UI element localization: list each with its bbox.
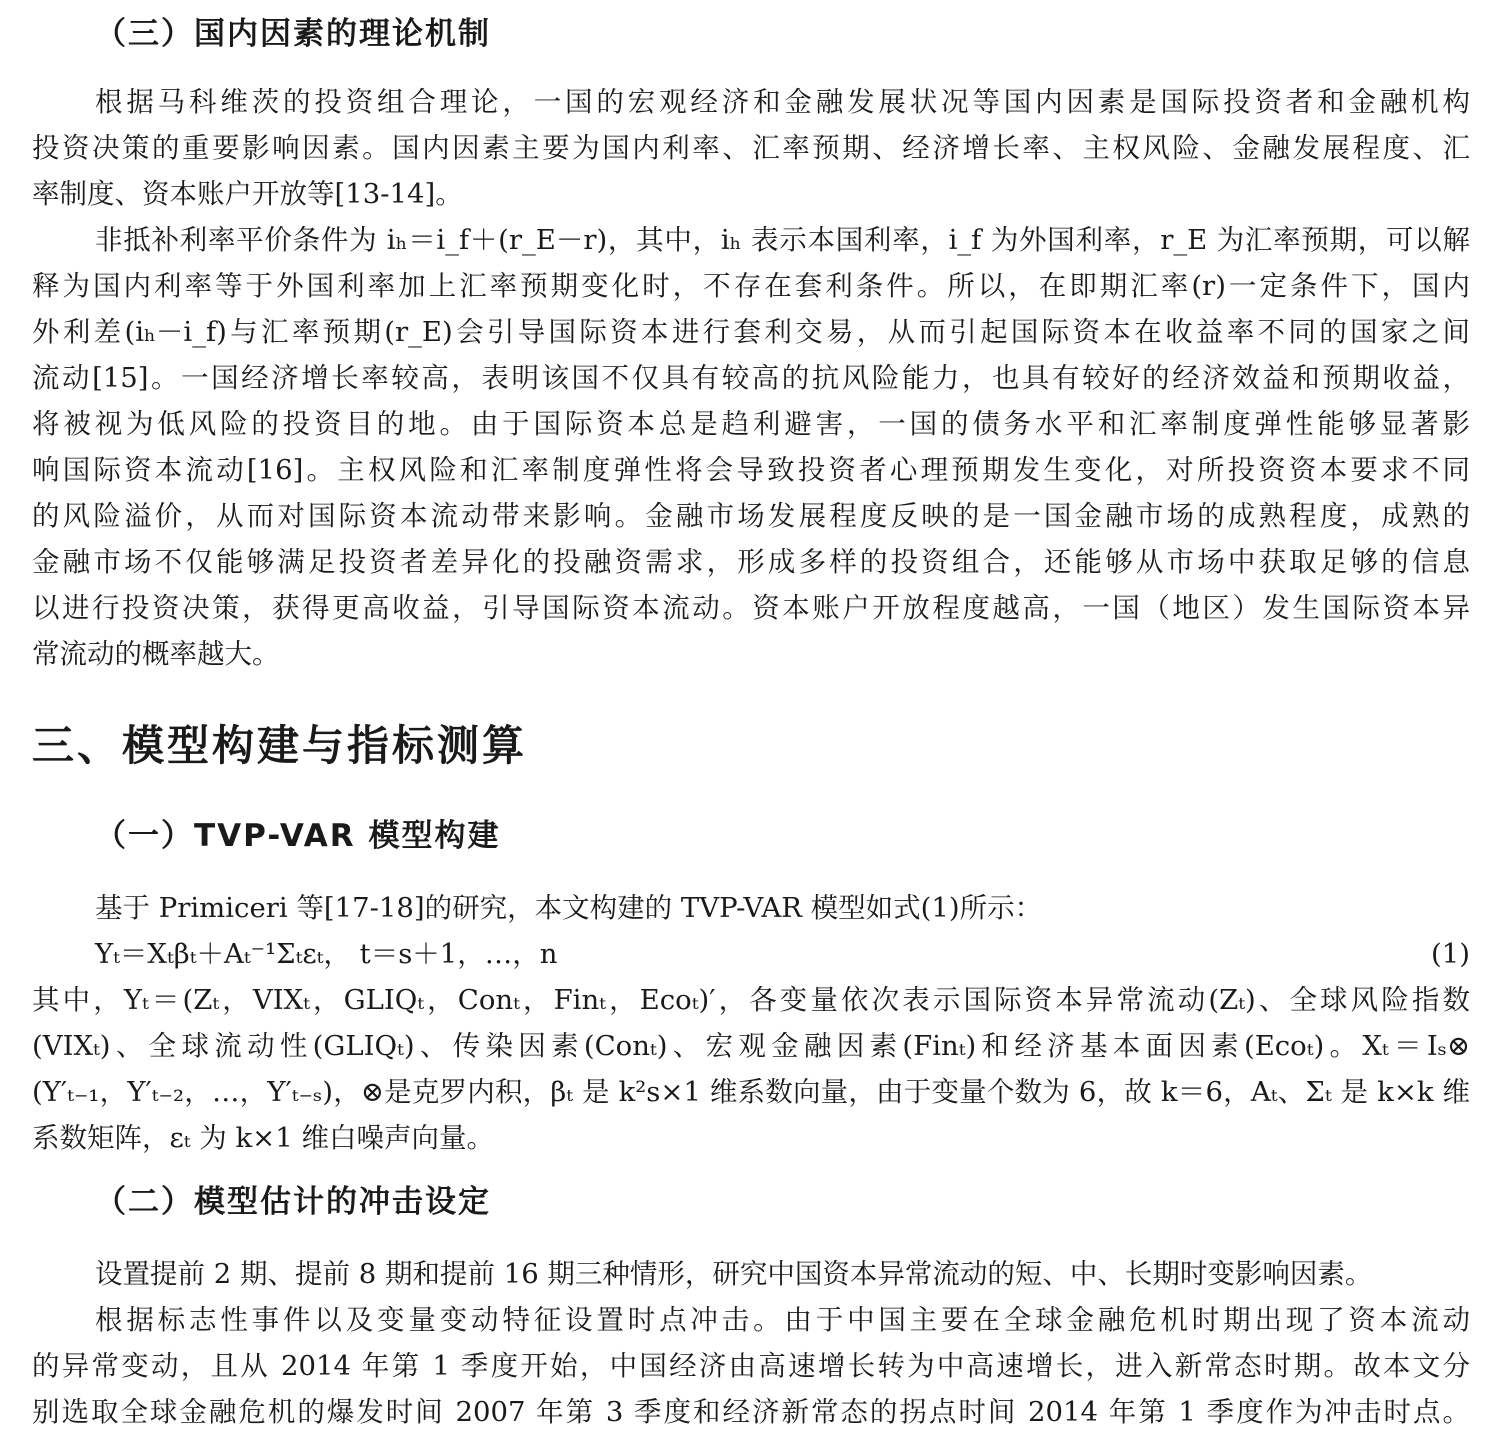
p2-line-1: 非抵补利率平价条件为 iₕ＝i_f＋(r_E－r)，其中，iₕ 表示本国利率，i_f 为外国利率，r_E 为汇率预期，可以解 [95, 224, 1470, 256]
p4-line-1: 其中，Yₜ＝(Zₜ，VIXₜ，GLIQₜ，Conₜ，Finₜ，Ecoₜ)′，各变量依次表示国际资本异常流动(Zₜ)、全球风险指数 [32, 984, 1470, 1016]
p2-line-5: 将被视为低风险的投资目的地。由于国际资本总是趋利避害，一国的债务水平和汇率制度弹性能够显著影 [32, 408, 1470, 440]
p4-line-3: (Y′ₜ₋₁，Y′ₜ₋₂，…，Y′ₜ₋ₛ)，⊗是克罗内积，βₜ 是 k²s×1 维系数向量，由于变量个数为 6，故 k＝6，Aₜ、Σₜ 是 k×k 维 [32, 1076, 1470, 1108]
p2-line-7: 的风险溢价，从而对国际资本流动带来影响。金融市场发展程度反映的是一国金融市场的成熟程度，成熟的 [32, 500, 1470, 532]
p6-line-2: 的异常变动，且从 2014 年第 1 季度开始，中国经济由高速增长转为中高速增长，进入新常态时期。故本文分 [32, 1350, 1470, 1382]
heading-domestic-mechanism: （三）国内因素的理论机制 [95, 16, 491, 52]
equation-1: Yₜ＝Xₜβₜ＋Aₜ⁻¹Σₜεₜ， t＝s＋1，…，n [95, 938, 558, 970]
section-heading-model: 三、模型构建与指标测算 [32, 721, 528, 770]
p1-line-1: 根据马科维茨的投资组合理论，一国的宏观经济和金融发展状况等国内因素是国际投资者和金融机构 [95, 86, 1470, 118]
p1-line-2: 投资决策的重要影响因素。国内因素主要为国内利率、汇率预期、经济增长率、主权风险、金融发展程度、汇 [32, 132, 1470, 164]
p3-line-1: 基于 Primiceri 等[17-18]的研究，本文构建的 TVP-VAR 模型如式(1)所示： [95, 892, 1043, 924]
p6-line-3: 别选取全球金融危机的爆发时间 2007 年第 3 季度和经济新常态的拐点时间 2014 年第 1 季度作为冲击时点。 [32, 1396, 1470, 1428]
p2-line-6: 响国际资本流动[16]。主权风险和汇率制度弹性将会导致投资者心理预期发生变化，对所投资资本要求不同 [32, 454, 1470, 486]
p4-line-4: 系数矩阵，εₜ 为 k×1 维白噪声向量。 [32, 1122, 494, 1154]
p2-line-8: 金融市场不仅能够满足投资者差异化的投融资需求，形成多样的投资组合，还能够从市场中获取足够的信息 [32, 546, 1470, 578]
p2-line-3: 外利差(iₕ－i_f)与汇率预期(r_E)会引导国际资本进行套利交易，从而引起国际资本在收益率不同的国家之间 [32, 316, 1470, 348]
p2-line-2: 释为国内利率等于外国利率加上汇率预期变化时，不存在套利条件。所以，在即期汇率(r)一定条件下，国内 [32, 270, 1470, 302]
p6-line-1: 根据标志性事件以及变量变动特征设置时点冲击。由于中国主要在全球金融危机时期出现了资本流动 [95, 1304, 1470, 1336]
heading-tvp-var: （一）TVP-VAR 模型构建 [95, 818, 501, 854]
p4-line-2: (VIXₜ)、全球流动性(GLIQₜ)、传染因素(Conₜ)、宏观金融因素(Finₜ)和经济基本面因素(Ecoₜ)。Xₜ＝Iₛ⊗ [32, 1030, 1470, 1062]
equation-number: (1) [1431, 938, 1470, 970]
heading-shock-setting: （二）模型估计的冲击设定 [95, 1184, 491, 1220]
p2-line-4: 流动[15]。一国经济增长率较高，表明该国不仅具有较高的抗风险能力，也具有较好的经济效益和预期收益， [32, 362, 1470, 394]
p5-line-1: 设置提前 2 期、提前 8 期和提前 16 期三种情形，研究中国资本异常流动的短、中、长期时变影响因素。 [95, 1258, 1373, 1290]
p1-line-3: 率制度、资本账户开放等[13-14]。 [32, 178, 463, 210]
p2-line-9: 以进行投资决策，获得更高收益，引导国际资本流动。资本账户开放程度越高，一国（地区）发生国际资本异 [32, 592, 1470, 624]
p2-line-10: 常流动的概率越大。 [32, 638, 280, 670]
